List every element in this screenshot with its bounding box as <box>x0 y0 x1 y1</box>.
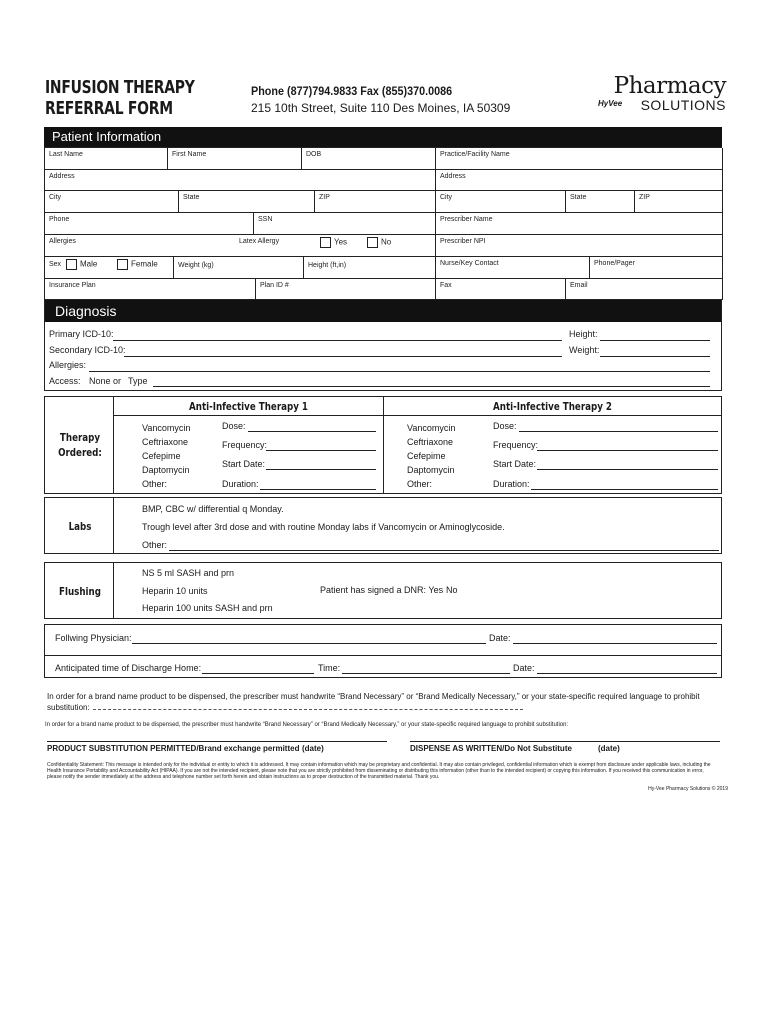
fax-field[interactable]: Fax <box>436 279 566 300</box>
brand-note-line[interactable] <box>93 709 523 710</box>
therapy-2-cefepime[interactable]: Cefepime <box>407 451 446 461</box>
therapy-2-heading: Anti-Infective Therapy 2 <box>493 400 612 413</box>
therapy-1-duration-label: Duration: <box>222 479 259 489</box>
substitution-sign-line[interactable] <box>47 741 387 742</box>
discharge-label: Anticipated time of Discharge Home: <box>55 663 202 673</box>
therapy-2-dose-line[interactable] <box>519 431 718 432</box>
practice-name-field[interactable]: Practice/Facility Name <box>436 148 723 170</box>
phone-fax: Phone (877)794.9833 Fax (855)370.0086 <box>251 84 453 98</box>
following-physician-label: Follwing Physician: <box>55 633 132 643</box>
state-field[interactable]: State <box>179 191 315 213</box>
therapy-1-other[interactable]: Other: <box>142 479 168 489</box>
therapy-2-other[interactable]: Other: <box>407 479 433 489</box>
female-checkbox[interactable] <box>117 259 128 270</box>
discharge-time-line[interactable] <box>342 673 510 674</box>
phone-pager-field[interactable]: Phone/Pager <box>590 257 723 279</box>
discharge-date-label: Date: <box>513 663 535 673</box>
latex-yes-checkbox[interactable] <box>320 237 331 248</box>
therapy-2-drug-list[interactable] <box>407 421 455 491</box>
labs-label: Labs <box>68 520 92 533</box>
email-field[interactable]: Email <box>566 279 723 300</box>
dnr-yes-option[interactable]: Patient has signed a DNR: Yes <box>320 585 444 595</box>
weight-label: Weight: <box>569 345 600 355</box>
physician-date-line[interactable] <box>513 643 717 644</box>
therapy-section <box>44 396 722 494</box>
city-field[interactable]: City <box>45 191 179 213</box>
labs-other-line[interactable] <box>169 550 719 551</box>
nurse-contact-field[interactable]: Nurse/Key Contact <box>436 257 590 279</box>
therapy-2-frequency-line[interactable] <box>537 450 718 451</box>
therapy-1-daptomycin[interactable]: Daptomycin <box>142 465 190 475</box>
therapy-1-ceftriaxone[interactable]: Ceftriaxone <box>142 437 189 447</box>
therapy-1-duration-line[interactable] <box>260 489 376 490</box>
labs-trough-level[interactable]: Trough level after 3rd dose and with routine Monday labs if Vancomycin or Aminoglycoside. <box>142 522 505 532</box>
primary-icd-line[interactable] <box>113 340 562 341</box>
patient-info-header <box>44 127 722 147</box>
flushing-heparin-100[interactable]: Heparin 100 units SASH and prn <box>142 603 273 613</box>
access-type-line[interactable] <box>153 386 710 387</box>
therapy-1-cefepime[interactable]: Cefepime <box>142 451 181 461</box>
primary-icd-label: Primary ICD-10: <box>49 329 114 339</box>
physician-section <box>44 624 722 678</box>
therapy-2-daptomycin[interactable]: Daptomycin <box>407 465 455 475</box>
access-type-label: Type <box>128 376 148 386</box>
latex-allergy-label: Latex Allergy <box>239 238 280 245</box>
therapy-2-ceftriaxone[interactable]: Ceftriaxone <box>407 437 454 447</box>
discharge-line[interactable] <box>202 673 314 674</box>
address-field[interactable]: Address <box>45 170 436 191</box>
therapy-1-start-line[interactable] <box>266 469 376 470</box>
substitution-date-label: (date) <box>302 744 324 753</box>
latex-no-checkbox[interactable] <box>367 237 378 248</box>
allergies-line[interactable] <box>89 371 710 372</box>
latex-no-option[interactable]: No <box>367 237 391 248</box>
form-title-line2: REFERRAL FORM <box>45 98 173 119</box>
therapy-2-start-line[interactable] <box>537 469 718 470</box>
following-physician-line[interactable] <box>132 643 486 644</box>
zip-field[interactable]: ZIP <box>315 191 436 213</box>
male-checkbox[interactable] <box>66 259 77 270</box>
discharge-time-label: Time: <box>318 663 341 673</box>
therapy-2-panel <box>384 397 721 493</box>
pharmacy-logo <box>598 75 726 115</box>
therapy-1-dose-label: Dose: <box>222 421 246 431</box>
secondary-icd-line[interactable] <box>124 356 562 357</box>
weight-field[interactable]: Weight (kg) <box>174 257 304 279</box>
substitution-permitted-label: PRODUCT SUBSTITUTION PERMITTED/Brand exchange permitted <box>47 744 300 753</box>
logo-pharmacy: Pharmacy <box>613 73 726 99</box>
therapy-2-duration-line[interactable] <box>531 489 718 490</box>
flushing-label: Flushing <box>59 585 101 598</box>
discharge-date-line[interactable] <box>537 673 717 674</box>
therapy-1-dose-line[interactable] <box>248 431 376 432</box>
physician-date-label: Date: <box>489 633 511 643</box>
therapy-1-frequency-line[interactable] <box>266 450 376 451</box>
prescriber-npi-field[interactable]: Prescriber NPI <box>436 235 723 257</box>
phone-field[interactable]: Phone <box>45 213 254 235</box>
ssn-field[interactable]: SSN <box>254 213 436 235</box>
brand-note: In order for a brand name product to be dispensed, the prescriber must handwrite “Brand Necessary” or “Brand Medically Necessary,” or your state-specific required language to prohibit substitution: <box>47 692 700 712</box>
dob-field[interactable]: DOB <box>302 148 436 170</box>
first-name-field[interactable]: First Name <box>168 148 302 170</box>
allergies-label: Allergies: <box>49 360 87 370</box>
prescriber-name-field[interactable]: Prescriber Name <box>436 213 723 235</box>
form-title <box>45 77 195 119</box>
therapy-1-panel <box>113 397 384 493</box>
therapy-ordered-label: Therapy Ordered: <box>58 431 102 459</box>
contact-info <box>251 83 510 117</box>
secondary-icd-label: Secondary ICD-10: <box>49 345 126 355</box>
labs-section <box>44 497 722 554</box>
patient-info-title: Patient Information <box>52 129 162 144</box>
therapy-1-vancomycin[interactable]: Vancomycin <box>142 423 191 433</box>
flushing-section <box>44 562 722 619</box>
diagnosis-header: Diagnosis <box>45 300 721 322</box>
dnr-no-option[interactable]: No <box>446 585 458 595</box>
therapy-2-frequency-label: Frequency: <box>493 440 539 450</box>
therapy-2-dose-label: Dose: <box>493 421 517 431</box>
form-title-line1: INFUSION THERAPY <box>45 77 195 98</box>
access-label: Access: <box>49 376 81 386</box>
flushing-ns-sash[interactable]: NS 5 ml SASH and prn <box>142 568 235 578</box>
copyright: Hy-Vee Pharmacy Solutions © 2019 <box>648 786 728 792</box>
height-field[interactable]: Height (ft,in) <box>304 257 436 279</box>
diagnosis-section <box>44 299 722 391</box>
allergies-field[interactable]: Allergies Latex Allergy Yes No <box>45 235 436 257</box>
therapy-2-vancomycin[interactable]: Vancomycin <box>407 423 456 433</box>
practice-state-field[interactable]: State <box>566 191 635 213</box>
weight-line[interactable] <box>600 356 710 357</box>
sex-field[interactable]: Sex Male Female <box>45 257 174 279</box>
brand-note-repeat: In order for a brand name product to be dispensed, the prescriber must handwrite “Brand Necessary” or “Brand Medically Necessary,” or your state-specific required language to prohibit substitution: <box>45 722 569 728</box>
access-none-or[interactable]: None or <box>89 376 122 386</box>
plan-id-field[interactable]: Plan ID # <box>256 279 436 300</box>
sex-male-option[interactable]: Male <box>66 259 97 270</box>
labs-bmp-cbc[interactable]: BMP, CBC w/ differential q Monday. <box>142 504 284 514</box>
height-label: Height: <box>569 329 598 339</box>
logo-hyvee: HyVee <box>598 99 623 108</box>
height-line[interactable] <box>600 340 710 341</box>
dispense-as-written-label: DISPENSE AS WRITTEN/Do Not Substitute <box>410 744 572 753</box>
practice-address-field[interactable]: Address <box>436 170 723 191</box>
pharmacy-address: 215 10th Street, Suite 110 Des Moines, IA 50309 <box>251 101 511 115</box>
therapy-1-frequency-label: Frequency: <box>222 440 268 450</box>
therapy-1-start-label: Start Date: <box>222 459 266 469</box>
flushing-heparin-10[interactable]: Heparin 10 units <box>142 586 208 596</box>
therapy-2-duration-label: Duration: <box>493 479 530 489</box>
insurance-plan-field[interactable]: Insurance Plan <box>45 279 256 300</box>
last-name-field[interactable]: Last Name <box>45 148 168 170</box>
logo-solutions: SOLUTIONS <box>640 97 726 113</box>
labs-other-label: Other: <box>142 540 168 550</box>
dispense-date-label: (date) <box>598 744 620 753</box>
confidentiality-statement: Confidentiality Statement: This message is intended only for the individual or entity to which it is addressed. It may contain information which may be proprietary and confidential. It may also contain privileged, confidential information which is exempt from disclosure under applicable laws, including the Health Insurance Portability and Accountability Act (HIPAA). If you are not the intended recipient, please note that you are strictly prohibited from disseminating or distributing this information (other than to the intended recipient) or copying this information. If you received this communication in error, please notify the sender immediately at the address and telephone number set forth herein and obtain instructions as to proper destruction of the transmitted material. Thank you. <box>47 762 711 780</box>
patient-info-grid <box>44 147 722 299</box>
practice-city-field[interactable]: City <box>436 191 566 213</box>
latex-yes-option[interactable]: Yes <box>320 237 347 248</box>
sex-female-option[interactable]: Female <box>117 259 158 270</box>
dispense-sign-line[interactable] <box>410 741 720 742</box>
therapy-1-drug-list[interactable] <box>142 421 190 491</box>
practice-zip-field[interactable]: ZIP <box>635 191 723 213</box>
therapy-1-heading: Anti-Infective Therapy 1 <box>189 400 308 413</box>
therapy-2-start-label: Start Date: <box>493 459 537 469</box>
